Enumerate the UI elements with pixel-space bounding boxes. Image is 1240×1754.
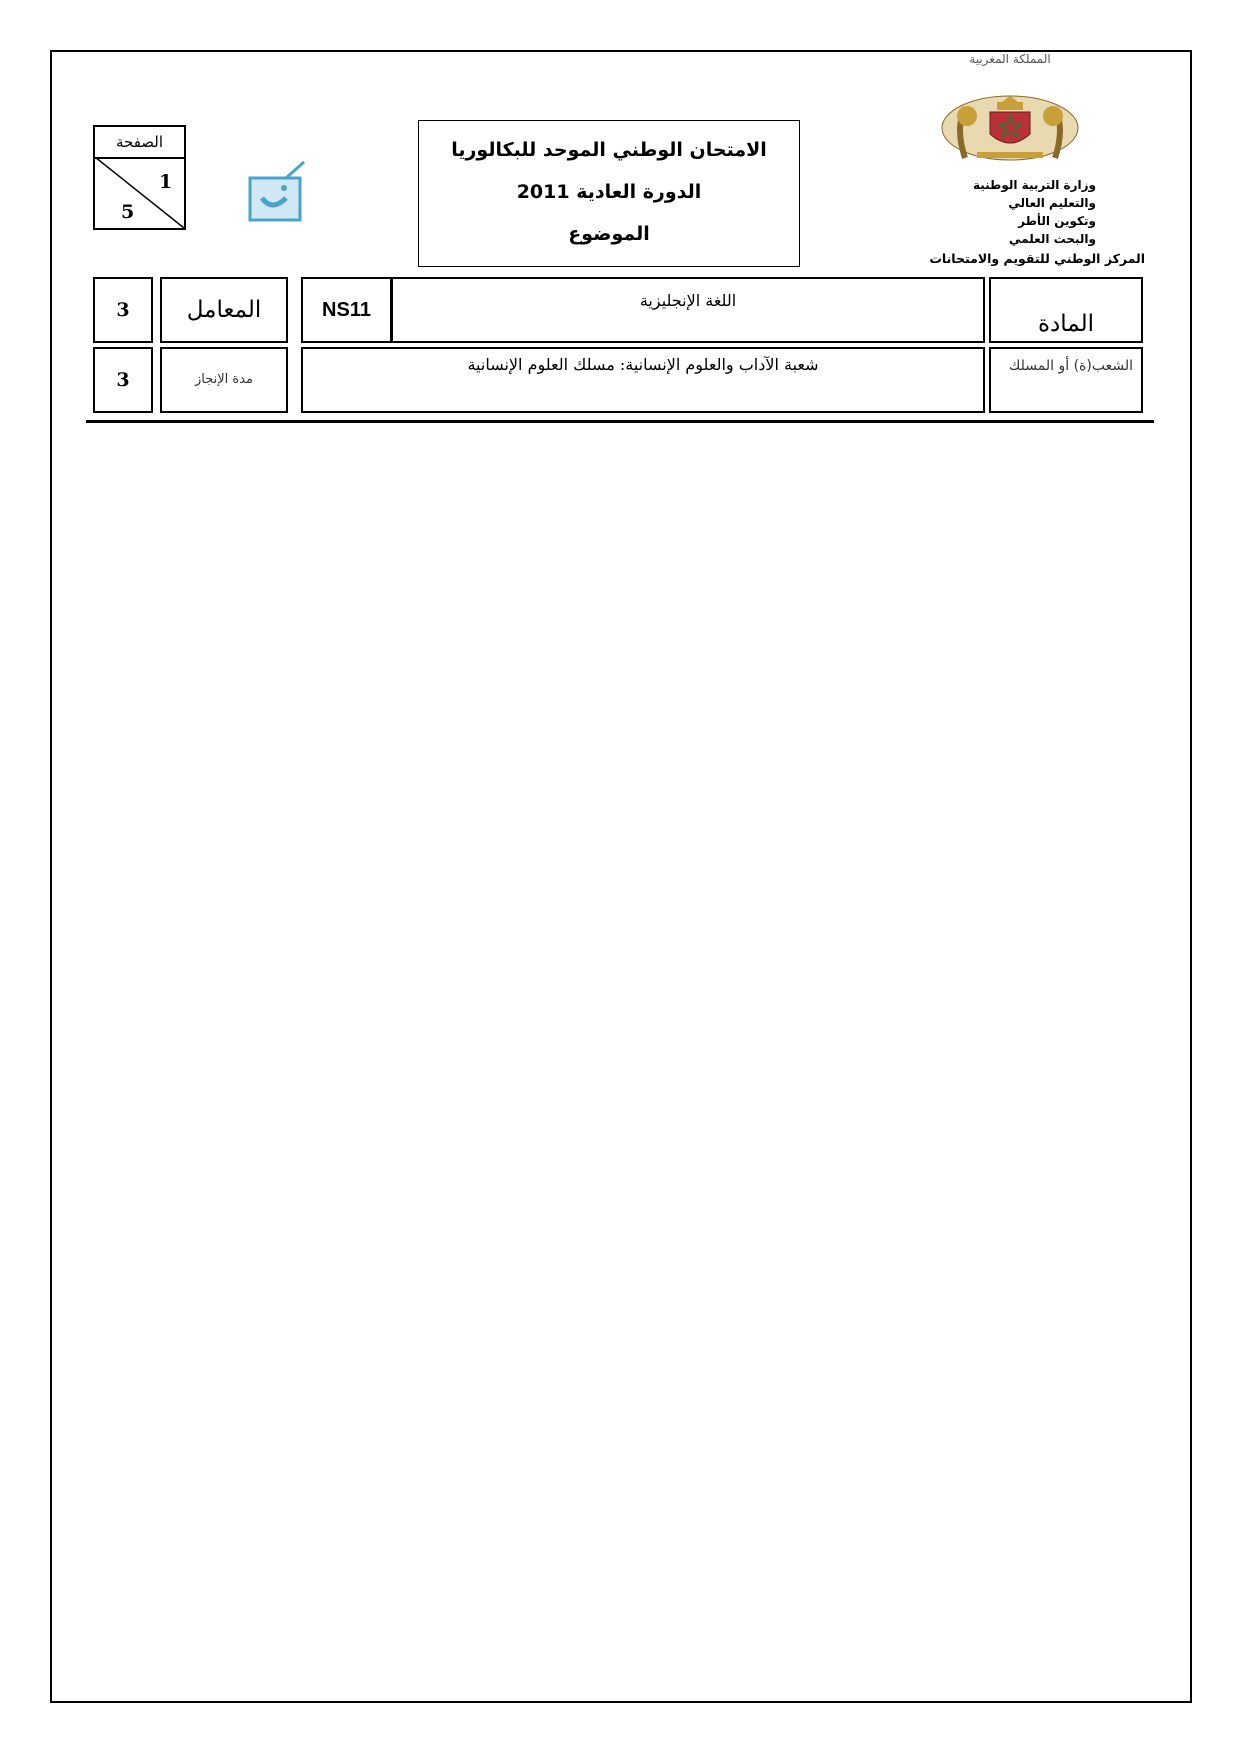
exam-session: الدورة العادية 2011	[516, 181, 702, 203]
subject-label: المادة	[989, 277, 1143, 343]
duration-value: 3	[93, 347, 153, 413]
exam-subject-heading: الموضوع	[568, 223, 650, 245]
assessment-center-label: المركز الوطني للتقويم والامتحانات	[929, 251, 1145, 266]
kingdom-label: المملكة المغربية	[969, 52, 1051, 66]
ministry-line-1: وزارة التربية الوطنية	[972, 178, 1096, 192]
subject-code: NS11	[303, 279, 393, 341]
page-current: 1	[159, 171, 173, 193]
track-row	[301, 347, 985, 413]
exam-title-box	[418, 120, 800, 267]
exam-title: الامتحان الوطني الموحد للبكالوريا	[451, 139, 767, 161]
page-label: الصفحة	[95, 127, 184, 159]
duration-label: مدة الإنجاز	[160, 347, 288, 413]
exam-center-logo-icon	[246, 160, 316, 226]
track-name: شعبة الآداب والعلوم الإنسانية: مسلك العلوم الإنسانية	[467, 355, 819, 374]
page-counter-box	[93, 125, 186, 230]
page-total: 5	[121, 201, 135, 223]
ministry-line-4: والبحث العلمي	[1009, 232, 1096, 246]
track-label: الشعب(ة) أو المسلك	[989, 347, 1143, 413]
royal-emblem-icon	[935, 78, 1085, 168]
coefficient-value: 3	[93, 277, 153, 343]
ministry-line-2: والتعليم العالي	[1008, 196, 1096, 210]
ministry-line-3: وتكوين الأطر	[1018, 214, 1096, 228]
subject-row	[301, 277, 985, 343]
coefficient-label: المعامل	[160, 277, 288, 343]
header-rule	[86, 420, 1154, 423]
subject-name: اللغة الإنجليزية	[639, 291, 737, 310]
